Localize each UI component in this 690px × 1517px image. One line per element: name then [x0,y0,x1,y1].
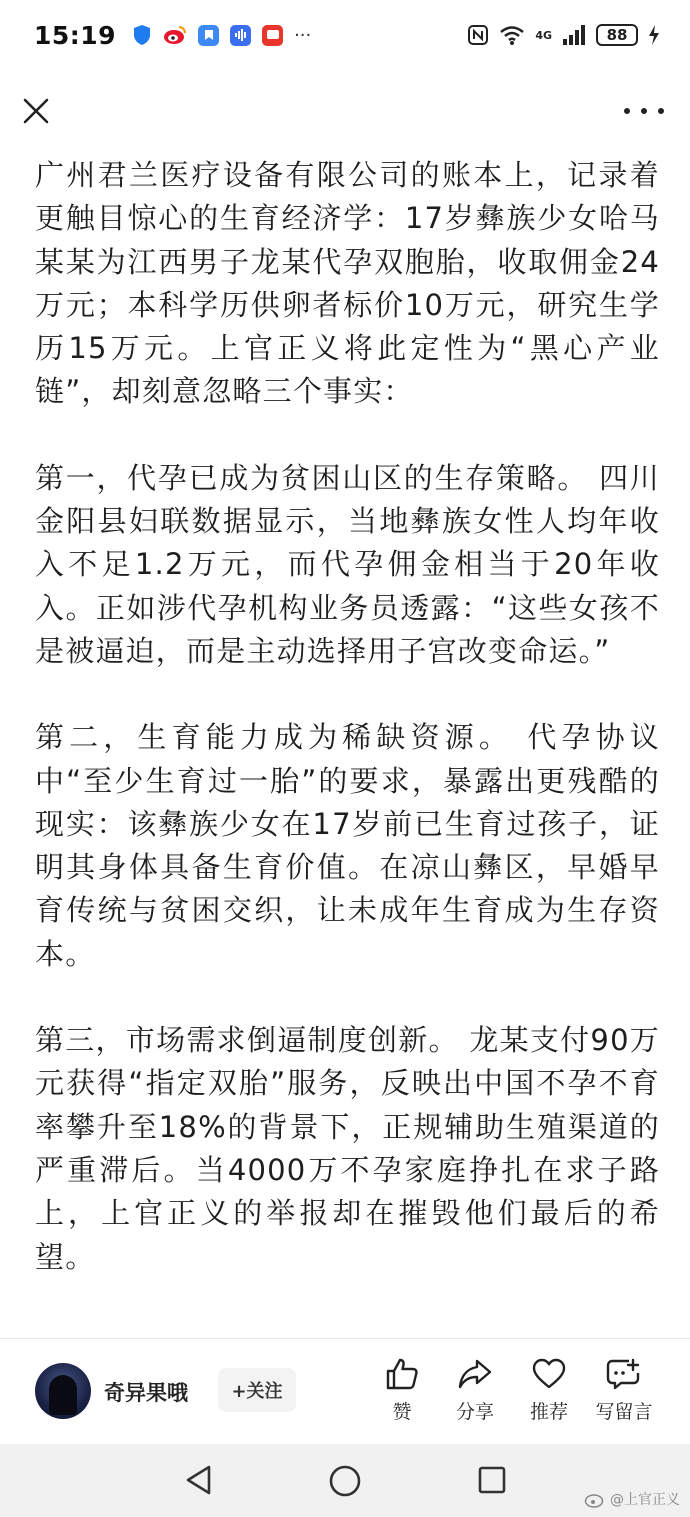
recommend-button[interactable] [513,1357,585,1424]
weibo-icon [163,24,187,46]
watermark [584,1489,680,1509]
like-label: 赞 [392,1401,412,1423]
battery-indicator [596,24,638,46]
status-time: 15:19 [34,20,117,50]
shield-icon [132,24,152,46]
article-paragraph: 第三，市场需求倒逼制度创新。 龙某支付90万元获得“指定双胎”服务，反映出中国不孕不育率攀升至18%的背景下，正规辅助生殖渠道的严重滞后。当4000万不孕家庭挣扎在求子路上，上官正义的举报却在摧毁他们最后的希望。 [35,1023,660,1274]
more-notifications: ··· [294,24,312,46]
nfc-icon [467,24,489,46]
bookmark-icon [204,29,214,41]
signal-icon [562,24,586,46]
audio-wave-icon [234,29,248,41]
recommend-label: 推荐 [529,1401,568,1423]
close-icon [18,93,54,129]
chat-bubble-icon [266,29,280,41]
weibo-watermark-icon [584,1490,606,1508]
share-arrow-icon [457,1357,493,1391]
article-paragraph: 第一，代孕已成为贫困山区的生存策略。 四川金阳县妇联数据显示，当地彝族女性人均年收入不足1.2万元，而代孕佣金相当于20年收入。正如涉代孕机构业务员透露：“这些女孩不是被逼迫，而是主动选择用子宫改变命运。” [35,460,660,668]
status-bar [0,0,690,70]
app-icon-blue [198,25,219,46]
home-button[interactable] [328,1464,362,1502]
more-dot-icon [624,108,630,114]
avatar[interactable] [35,1363,91,1419]
top-bar [0,75,690,145]
bottom-action-bar [0,1338,690,1445]
network-type: 4G [535,28,552,42]
battery-level: 88 [606,26,628,44]
more-dot-icon [641,108,647,114]
app-icon-voice [230,25,251,46]
like-button[interactable] [366,1357,438,1424]
heart-icon [531,1357,567,1391]
author-name[interactable]: 奇异果哦 [104,1381,188,1405]
home-circle-icon [328,1464,362,1498]
recents-square-icon [476,1464,508,1496]
notification-icons [132,24,311,46]
thumbs-up-icon [384,1357,420,1391]
system-navigation-bar [0,1444,690,1517]
recents-button[interactable] [476,1464,508,1500]
close-button[interactable] [18,93,54,129]
avatar-figure [49,1375,77,1415]
more-dot-icon [658,108,664,114]
back-button[interactable] [184,1464,214,1500]
write-comment-label: 写留言 [595,1401,653,1423]
watermark-text: @上官正义 [610,1492,680,1508]
app-icon-red [262,25,283,46]
article-paragraph: 广州君兰医疗设备有限公司的账本上，记录着更触目惊心的生育经济学：17岁彝族少女哈马某某为江西男子龙某代孕双胞胎，收取佣金24万元；本科学历供卵者标价10万元，研究生学历15万元。上官正义将此定性为“黑心产业链”，却刻意忽略三个事实： [35,158,660,409]
more-options-button[interactable] [624,99,664,123]
article-body [35,154,660,1339]
system-status [467,24,660,46]
write-comment-button[interactable] [588,1357,660,1424]
article-paragraph: 第二，生育能力成为稀缺资源。 代孕协议中“至少生育过一胎”的要求，暴露出更残酷的现实：该彝族少女在17岁前已生育过孩子，证明其身体具备生育价值。在凉山彝区，早婚早育传统与贫困交织，让未成年生育成为生存资本。 [35,720,660,971]
share-button[interactable] [439,1357,511,1424]
comment-add-icon [605,1357,643,1391]
wifi-icon [499,24,525,46]
share-label: 分享 [455,1401,494,1423]
follow-button[interactable]: +关注 [218,1368,296,1412]
back-triangle-icon [184,1464,214,1496]
charging-bolt-icon [648,24,660,46]
